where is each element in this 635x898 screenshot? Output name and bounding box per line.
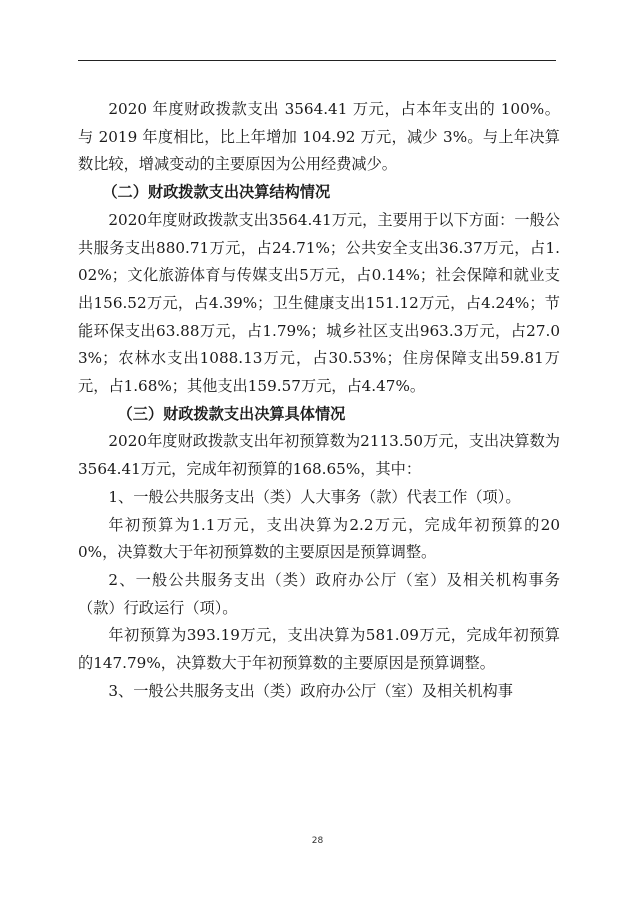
item-detail-1: 年初预算为1.1万元，支出决算为2.2万元，完成年初预算的200%，决算数大于年初预算数的主要原因是预算调整。: [78, 515, 560, 562]
page-number: 28: [311, 836, 324, 846]
item-detail-2: 年初预算为393.19万元，支出决算为581.09万元，完成年初预算的147.79%，决算数大于年初预算数的主要原因是预算调整。: [78, 626, 560, 673]
item-heading-1: 1、一般公共服务支出（类）人大事务（款）代表工作（项）。: [108, 487, 521, 506]
section-heading-structure: （二）财政拨款支出决算结构情况: [102, 183, 331, 202]
section-heading-details: （三）财政拨款支出决算具体情况: [117, 404, 346, 423]
paragraph-expenditure-total: 2020 年度财政拨款支出 3564.41 万元，占本年支出的 100%。与 2019 年度相比，比上年增加 104.92 万元，减少 3%。与上年决算数比较，增减变动的主要原因为公用经费减少。: [78, 100, 560, 174]
header-rule: [78, 60, 556, 61]
item-heading-3: 3、一般公共服务支出（类）政府办公厅（室）及相关机构事: [108, 681, 513, 700]
paragraph-expenditure-structure: 2020年度财政拨款支出3564.41万元，主要用于以下方面：一般公共服务支出880.71万元，占24.71%；公共安全支出36.37万元，占1.02%；文化旅游体育与传媒支出5万元，占0.14%；社会保障和就业支出156.52万元，占4.39%；卫生健康支出151.12万元，占4.24%；节能环保支出63.88万元，占1.79%；城乡社区支出963.3万元，占27.03%；农林水支出1088.13万元，占30.53%；住房保障支出59.81万元，占1.68%；其他支出159.57万元，占4.47%。: [78, 210, 560, 396]
document-body: [78, 96, 560, 705]
item-heading-2: 2、一般公共服务支出（类）政府办公厅（室）及相关机构事务（款）行政运行（项）。: [78, 570, 560, 617]
paragraph-budget-summary: 2020年度财政拨款支出年初预算数为2113.50万元，支出决算数为3564.41万元，完成年初预算的168.65%，其中：: [78, 432, 560, 479]
